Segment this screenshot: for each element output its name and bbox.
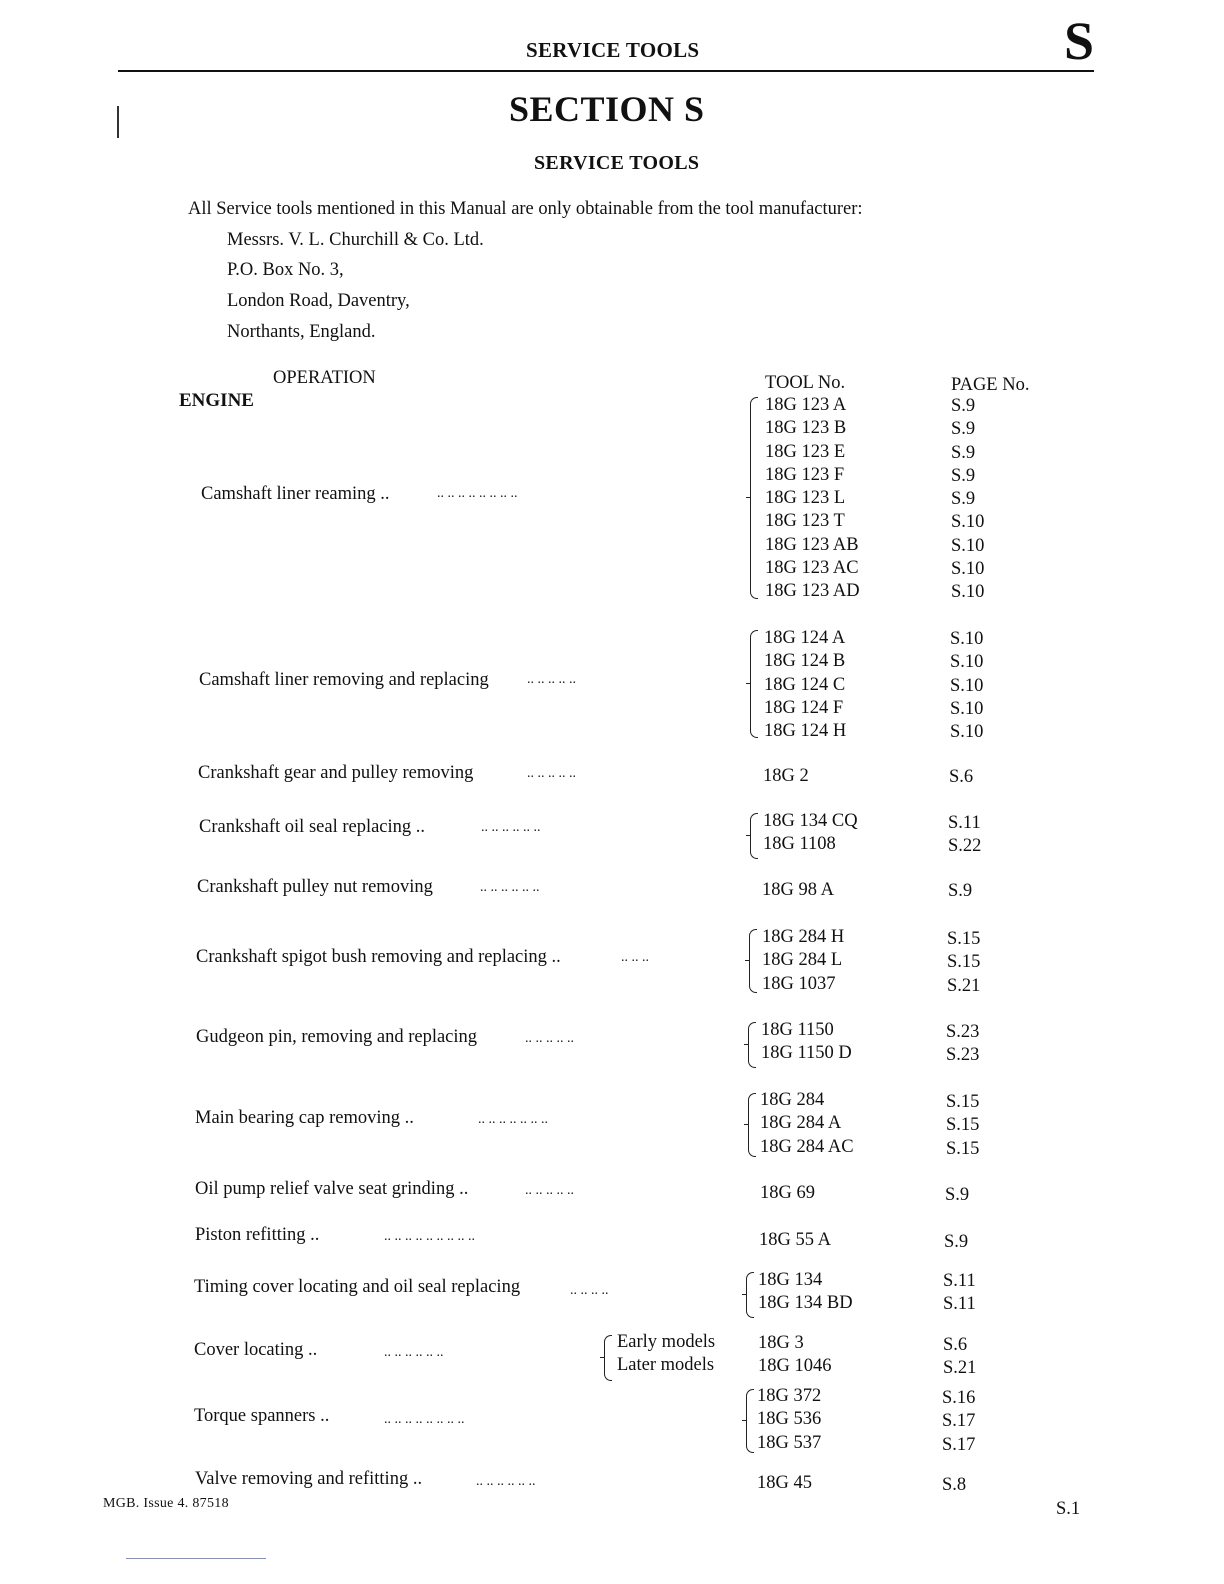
tool-list: 18G 284 18G 284 A 18G 284 AC bbox=[760, 1090, 854, 1157]
leader-dots: .. .. .. .. .. .. .. bbox=[478, 1112, 548, 1127]
tool-number: 18G 55 A bbox=[759, 1230, 831, 1250]
tool-number: 18G 69 bbox=[760, 1183, 815, 1203]
leader-dots: .. .. .. .. .. bbox=[527, 766, 576, 781]
tool-list: 18G 284 H 18G 284 L 18G 1037 bbox=[762, 927, 845, 994]
page-list: S.15 S.15 S.15 bbox=[946, 1092, 980, 1159]
operation-name: Crankshaft oil seal replacing .. bbox=[199, 817, 426, 837]
tool-number: 18G 98 A bbox=[762, 880, 834, 900]
leader-dots: .. .. .. .. .. .. .. .. .. bbox=[384, 1229, 475, 1244]
tool-number: 18G 2 bbox=[763, 766, 809, 786]
tool-list: 18G 134 CQ 18G 1108 bbox=[763, 811, 858, 855]
address-line: London Road, Daventry, bbox=[227, 291, 410, 311]
brace bbox=[746, 1272, 754, 1318]
leader-dots: .. .. .. bbox=[621, 950, 649, 965]
tool-list: 18G 1150 18G 1150 D bbox=[761, 1020, 852, 1064]
margin-mark bbox=[117, 106, 119, 138]
operation-name: Cover locating .. bbox=[194, 1340, 318, 1360]
leader-dots: .. .. .. .. .. bbox=[525, 1183, 574, 1198]
variant-list: Early models Later models bbox=[617, 1332, 716, 1376]
brace bbox=[604, 1335, 612, 1381]
operation-name: Camshaft liner removing and replacing bbox=[199, 670, 489, 690]
page-column-header: PAGE No. bbox=[951, 375, 1030, 395]
operation-name: Valve removing and refitting .. bbox=[195, 1469, 423, 1489]
leader-dots: .. .. .. .. .. bbox=[527, 672, 576, 687]
page-list: S.11 S.22 bbox=[948, 813, 982, 857]
address-line: Northants, England. bbox=[227, 322, 376, 342]
operation-name: Crankshaft pulley nut removing bbox=[197, 877, 433, 897]
brace bbox=[746, 1389, 754, 1453]
address-line: P.O. Box No. 3, bbox=[227, 260, 344, 280]
page-number: S.9 bbox=[944, 1232, 969, 1252]
operation-column-header: OPERATION bbox=[273, 368, 376, 388]
brace bbox=[748, 1022, 756, 1068]
section-title: SECTION S bbox=[509, 89, 705, 129]
leader-dots: .. .. .. .. bbox=[570, 1283, 609, 1298]
operation-name: Timing cover locating and oil seal replacing bbox=[194, 1277, 521, 1297]
brace bbox=[750, 813, 758, 859]
group-heading: ENGINE bbox=[179, 390, 254, 411]
leader-dots: .. .. .. .. .. .. .. .. bbox=[384, 1412, 465, 1427]
operation-name: Main bearing cap removing .. bbox=[195, 1108, 414, 1128]
tool-list: 18G 3 18G 1046 bbox=[758, 1333, 832, 1377]
intro-text: All Service tools mentioned in this Manual are only obtainable from the tool manufacturer: bbox=[188, 199, 863, 219]
section-letter: S bbox=[1064, 11, 1095, 71]
page-list: S.11 S.11 bbox=[943, 1271, 976, 1315]
tool-column-header: TOOL No. bbox=[765, 373, 846, 393]
scan-edge-line bbox=[126, 1558, 266, 1559]
footer-issue: MGB. Issue 4. 87518 bbox=[103, 1496, 229, 1511]
running-header: SERVICE TOOLS bbox=[526, 38, 700, 62]
brace bbox=[750, 630, 758, 738]
page-list: S.10 S.10 S.10 S.10 S.10 bbox=[950, 629, 984, 743]
operation-name: Piston refitting .. bbox=[195, 1225, 320, 1245]
operation-name: Crankshaft spigot bush removing and replacing .. bbox=[196, 947, 561, 967]
page-list: S.9 S.9 S.9 S.9 S.9 S.10 S.10 S.10 S.10 bbox=[951, 396, 985, 603]
tool-list: 18G 123 A 18G 123 B 18G 123 E 18G 123 F 18G 123 L 18G 123 T 18G 123 AB 18G 123 AC 18G 123 AD bbox=[765, 395, 860, 602]
operation-name: Camshaft liner reaming .. bbox=[201, 484, 390, 504]
operation-name: Torque spanners .. bbox=[194, 1406, 330, 1426]
page-number: S.9 bbox=[945, 1185, 970, 1205]
page-list: S.23 S.23 bbox=[946, 1022, 980, 1066]
operation-name: Gudgeon pin, removing and replacing bbox=[196, 1027, 478, 1047]
leader-dots: .. .. .. .. .. .. bbox=[481, 820, 541, 835]
page-list: S.6 S.21 bbox=[943, 1335, 977, 1379]
address-line: Messrs. V. L. Churchill & Co. Ltd. bbox=[227, 230, 484, 250]
page-number: S.6 bbox=[949, 767, 974, 787]
section-subtitle: SERVICE TOOLS bbox=[534, 152, 700, 174]
brace bbox=[749, 929, 757, 993]
page-number: S.8 bbox=[942, 1475, 967, 1495]
brace bbox=[750, 397, 758, 599]
leader-dots: .. .. .. .. .. .. bbox=[476, 1474, 536, 1489]
leader-dots: .. .. .. .. .. bbox=[525, 1031, 574, 1046]
page-number-footer: S.1 bbox=[1056, 1499, 1081, 1519]
page-list: S.15 S.15 S.21 bbox=[947, 929, 981, 996]
tool-list: 18G 372 18G 536 18G 537 bbox=[757, 1386, 822, 1453]
operation-name: Oil pump relief valve seat grinding .. bbox=[195, 1179, 469, 1199]
tool-list: 18G 134 18G 134 BD bbox=[758, 1270, 853, 1314]
leader-dots: .. .. .. .. .. .. bbox=[480, 880, 540, 895]
leader-dots: .. .. .. .. .. .. .. .. bbox=[437, 486, 518, 501]
page-list: S.16 S.17 S.17 bbox=[942, 1388, 976, 1455]
tool-list: 18G 124 A 18G 124 B 18G 124 C 18G 124 F 18G 124 H bbox=[764, 628, 847, 742]
leader-dots: .. .. .. .. .. .. bbox=[384, 1345, 444, 1360]
page-number: S.9 bbox=[948, 881, 973, 901]
tool-number: 18G 45 bbox=[757, 1473, 812, 1493]
header-rule bbox=[118, 70, 1094, 72]
operation-name: Crankshaft gear and pulley removing bbox=[198, 763, 474, 783]
brace bbox=[748, 1093, 756, 1157]
